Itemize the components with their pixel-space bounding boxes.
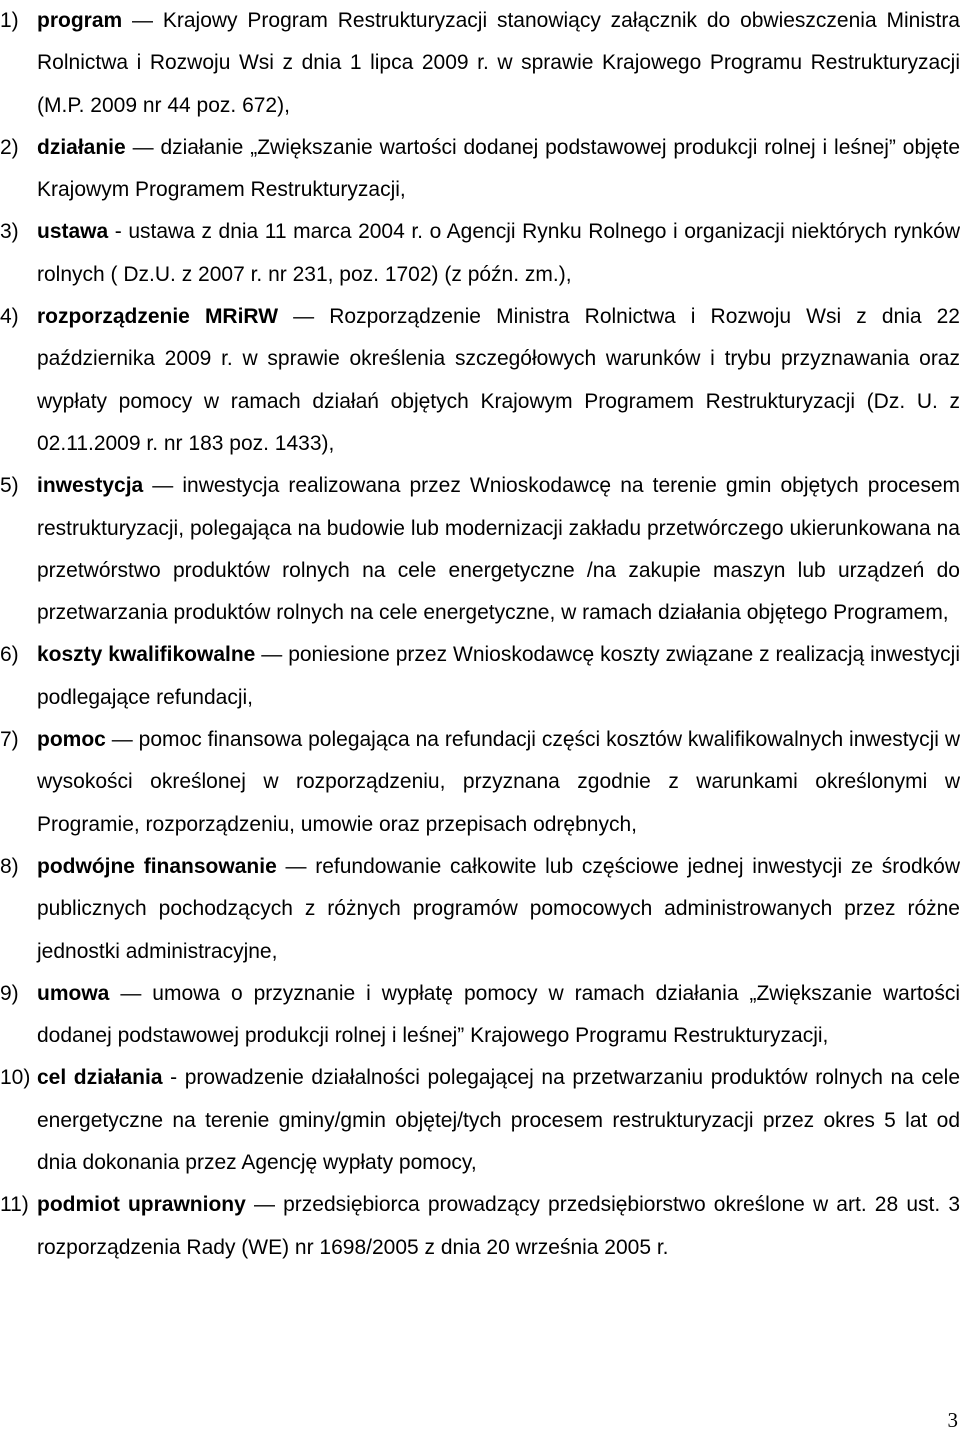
definition-term: działanie: [37, 135, 126, 159]
definition-term: pomoc: [37, 728, 106, 752]
definition-item: [0, 1057, 960, 1184]
definition-text: — pomoc finansowa polegająca na refundacji części kosztów kwalifikowalnych inwestycji w wysokości określonej w rozporządzeniu, przyznana zgodnie z warunkami określonymi w Programie, rozporządzeniu, umowie oraz przepisach odrębnych,: [37, 728, 960, 836]
item-number: 3): [0, 220, 19, 244]
definition-text: — refundowanie całkowite lub częściowe jednej inwestycji ze środków publicznych pochodzących z różnych programów pomocowych administrowanych przez różne jednostki administracyjne,: [37, 854, 960, 963]
item-number: 1): [0, 9, 19, 32]
definition-text: — umowa o przyznanie i wypłatę pomocy w ramach działania „Zwiększanie wartości dodanej podstawowej produkcji rolnej i leśnej” Krajowego Programu Restrukturyzacji,: [37, 981, 960, 1048]
definition-item: [0, 1184, 960, 1269]
item-number: 6): [0, 643, 19, 667]
definition-item: [0, 296, 960, 465]
definition-item: [0, 0, 960, 127]
definition-term: podmiot uprawniony: [37, 1193, 246, 1217]
definition-text: — działanie „Zwiększanie wartości dodanej podstawowej produkcji rolnej i leśnej” objęte Krajowym Programem Restrukturyzacji,: [37, 135, 960, 202]
definition-term: inwestycja: [37, 474, 144, 498]
item-number: 8): [0, 854, 19, 878]
item-number: 7): [0, 728, 19, 752]
definition-item: [0, 211, 960, 296]
item-number: 9): [0, 981, 19, 1005]
page-number: 3: [947, 1408, 958, 1432]
definition-item: [0, 465, 960, 634]
definition-term: program: [37, 9, 123, 32]
item-number: 5): [0, 474, 19, 498]
definition-term: cel działania: [37, 1066, 163, 1090]
definition-item: [0, 127, 960, 212]
definition-item: [0, 634, 960, 719]
definition-text: — poniesione przez Wnioskodawcę koszty związane z realizacją inwestycji podlegające refundacji,: [37, 643, 960, 709]
item-number: 11): [0, 1193, 29, 1217]
definition-text: - ustawa z dnia 11 marca 2004 r. o Agencji Rynku Rolnego i organizacji niektórych rynków rolnych ( Dz.U. z 2007 r. nr 231, poz. 1702) (z późn. zm.),: [37, 220, 960, 286]
definition-text: — inwestycja realizowana przez Wnioskodawcę na terenie gmin objętych procesem restrukturyzacji, polegająca na budowie lub modernizacji zakładu przetwórczego ukierunkowana na przetwórstwo produktów rolnych na cele energetyczne /na zakupie maszyn lub urządzeń do przetwarzania produktów rolnych na cele energetyczne, w ramach działania objętego Programem,: [37, 474, 960, 625]
definition-item: [0, 719, 960, 846]
definition-item: [0, 846, 960, 973]
definition-term: podwójne finansowanie: [37, 854, 277, 878]
definition-text: — Krajowy Program Restrukturyzacji stanowiący załącznik do obwieszczenia Ministra Rolnictwa i Rozwoju Wsi z dnia 1 lipca 2009 r. w sprawie Krajowego Programu Restrukturyzacji (M.P. 2009 nr 44 poz. 672),: [37, 9, 960, 117]
definition-term: koszty kwalifikowalne: [37, 643, 256, 667]
definition-text: - prowadzenie działalności polegającej na przetwarzaniu produktów rolnych na cele energetyczne na terenie gminy/gmin objętej/tych procesem restrukturyzacji przez okres 5 lat od dnia dokonania przez Agencję wypłaty pomocy,: [37, 1066, 960, 1175]
item-number: 4): [0, 305, 19, 329]
item-number: 10): [0, 1066, 31, 1090]
definition-term: ustawa: [37, 220, 109, 244]
definition-item: [0, 973, 960, 1058]
item-number: 2): [0, 135, 19, 159]
definition-text: — Rozporządzenie Ministra Rolnictwa i Rozwoju Wsi z dnia 22 października 2009 r. w sprawie określenia szczegółowych warunków i trybu przyznawania oraz wypłaty pomocy w ramach działań objętych Krajowym Programem Restrukturyzacji (Dz. U. z 02.11.2009 r. nr 183 poz. 1433),: [37, 305, 960, 455]
definition-text: — przedsiębiorca prowadzący przedsiębiorstwo określone w art. 28 ust. 3 rozporządzenia Rady (WE) nr 1698/2005 z dnia 20 września 2005 r.: [37, 1193, 960, 1259]
definition-term: umowa: [37, 981, 110, 1005]
definition-term: rozporządzenie MRiRW: [37, 305, 279, 329]
